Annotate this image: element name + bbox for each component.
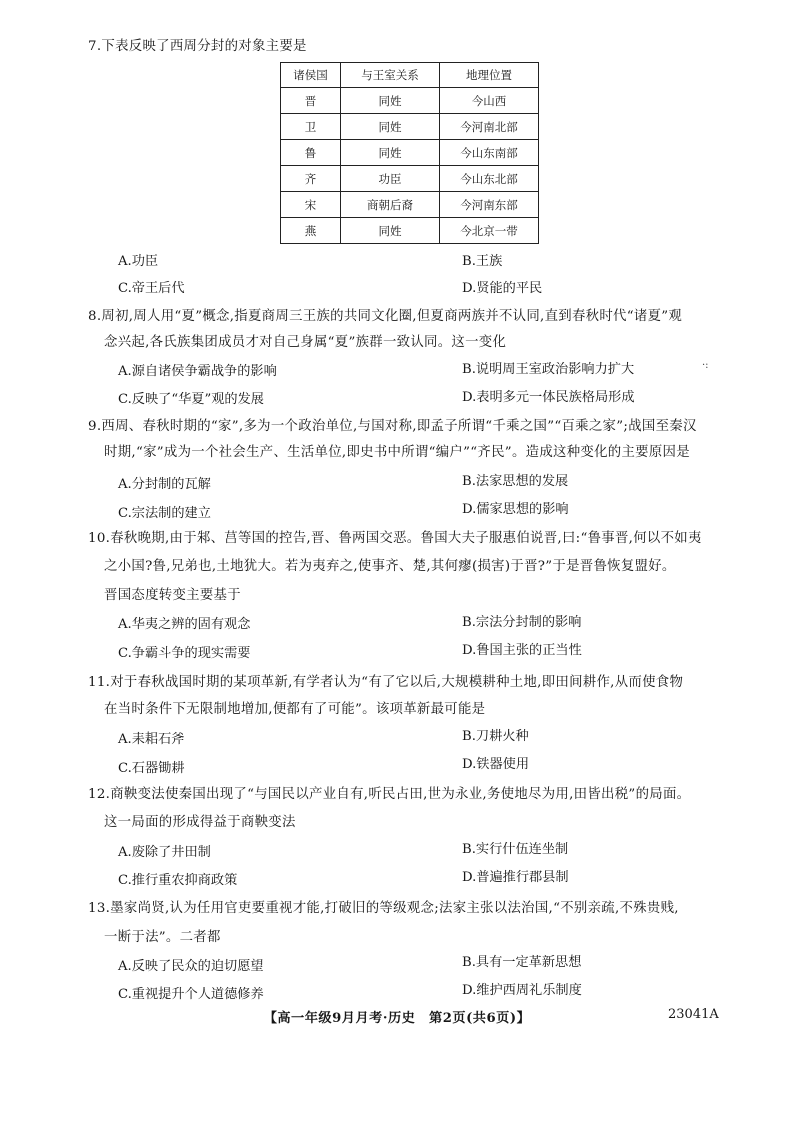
table-row (281, 192, 539, 218)
table-cell: 同姓 (341, 88, 440, 114)
q9-option-c: C.宗法制的建立 (118, 506, 211, 521)
q9-option-d: D.儒家思想的影响 (462, 502, 569, 517)
q11-option-d: D.铁器使用 (462, 757, 530, 772)
table-header-cell: 诸侯国 (281, 63, 341, 88)
q13-option-d: D.维护西周礼乐制度 (462, 983, 582, 998)
table-cell: 晋 (281, 88, 341, 114)
q7-option-c: C.帝王后代 (118, 281, 185, 296)
q8-option-c: C.反映了“华夏”观的发展 (118, 392, 264, 407)
q7-option-a: A.功臣 (118, 254, 159, 269)
question-11-stem-line-2: 在当时条件下无限制地增加,便都有了可能”。该项革新最可能是 (104, 702, 486, 717)
question-9-stem-line-1: 9.西周、春秋时期的“家”,多为一个政治单位,与国对称,即孟子所谓“千乘之国”“百乘之家”;战国至秦汉 (88, 419, 697, 434)
q11-option-a: A.耒耜石斧 (118, 732, 185, 747)
table-cell: 同姓 (341, 114, 440, 140)
table-cell: 卫 (281, 114, 341, 140)
q13-option-c: C.重视提升个人道德修养 (118, 987, 264, 1002)
question-9-stem-line-2: 时期,“家”成为一个社会生产、生活单位,即史书中所谓“编户”“齐民”。造成这种变化的主要原因是 (104, 445, 690, 460)
table-row (281, 114, 539, 140)
q9-option-a: A.分封制的瓦解 (118, 477, 211, 492)
question-12-stem-line-2: 这一局面的形成得益于商鞅变法 (104, 815, 296, 830)
q9-option-b: B.法家思想的发展 (462, 474, 569, 489)
q10-option-d: D.鲁国主张的正当性 (462, 643, 582, 658)
question-10-stem-line-1: 10.春秋晚期,由于邾、莒等国的控告,晋、鲁两国交恶。鲁国大夫子服惠伯说晋,曰:“鲁事晋,何以不如夷 (88, 531, 702, 546)
question-10-stem-line-2: 之小国?鲁,兄弟也,土地犹大。若为夷弃之,使事齐、楚,其何瘳(损害)于晋?”于是晋鲁恢复盟好。 (104, 559, 676, 574)
question-7-stem: 7.下表反映了西周分封的对象主要是 (88, 39, 307, 54)
table-cell: 今山西 (440, 88, 539, 114)
q12-option-b: B.实行什伍连坐制 (462, 842, 569, 857)
vassal-states-table (280, 62, 539, 244)
table-header-cell: 地理位置 (440, 63, 539, 88)
q10-option-c: C.争霸斗争的现实需要 (118, 646, 251, 661)
q13-option-b: B.具有一定革新思想 (462, 955, 582, 970)
question-11-stem-line-1: 11.对于春秋战国时期的某项革新,有学者认为“有了它以后,大规模耕种土地,即田间耕作,从而使食物 (88, 675, 684, 690)
table-header-row (281, 63, 539, 88)
question-8-stem-line-1: 8.周初,周人用“夏”概念,指夏商周三王族的共同文化圈,但夏商两族并不认同,直到春秋时代“诸夏”观 (88, 309, 683, 324)
table-cell: 功臣 (341, 166, 440, 192)
q7-option-d: D.贤能的平民 (462, 281, 543, 296)
q11-option-b: B.刀耕火种 (462, 729, 529, 744)
table-cell: 今山东北部 (440, 166, 539, 192)
q10-option-b: B.宗法分封制的影响 (462, 615, 582, 630)
q8-option-b: B.说明周王室政治影响力扩大 (462, 362, 635, 377)
question-10-stem-line-3: 晋国态度转变主要基于 (104, 588, 241, 603)
q13-option-a: A.反映了民众的迫切愿望 (118, 959, 264, 974)
table-cell: 今北京一带 (440, 218, 539, 244)
table-cell: 商朝后裔 (341, 192, 440, 218)
q7-option-b: B.王族 (462, 254, 503, 269)
question-8-stem-line-2: 念兴起,各氏族集团成员才对自己身属“夏”族群一致认同。这一变化 (104, 335, 507, 350)
q8-option-d: D.表明多元一体民族格局形成 (462, 390, 635, 405)
table-cell: 同姓 (341, 140, 440, 166)
table-row (281, 88, 539, 114)
question-13-stem-line-1: 13.墨家尚贤,认为任用官吏要重视才能,打破旧的等级观念;法家主张以法治国,“不别亲疏,不殊贵贱, (88, 901, 679, 916)
table-cell: 今山东南部 (440, 140, 539, 166)
table-cell: 鲁 (281, 140, 341, 166)
table-cell: 齐 (281, 166, 341, 192)
page-footer: 【高一年级9月月考·历史 第2页(共6页)】 (263, 1011, 531, 1026)
q8-option-a: A.源自诸侯争霸战争的影响 (118, 364, 277, 379)
scan-speck-mark: ·: (702, 360, 709, 371)
q12-option-d: D.普遍推行郡县制 (462, 870, 569, 885)
exam-code: 23041A (668, 1007, 719, 1022)
table-row (281, 218, 539, 244)
table-cell: 宋 (281, 192, 341, 218)
q12-option-a: A.废除了井田制 (118, 845, 211, 860)
table-cell: 同姓 (341, 218, 440, 244)
table-header-cell: 与王室关系 (341, 63, 440, 88)
question-13-stem-line-2: 一断于法”。二者都 (104, 930, 221, 945)
table-row (281, 166, 539, 192)
table-row (281, 140, 539, 166)
table-cell: 燕 (281, 218, 341, 244)
q11-option-c: C.石器锄耕 (118, 761, 185, 776)
table-cell: 今河南东部 (440, 192, 539, 218)
q10-option-a: A.华夷之辨的固有观念 (118, 617, 251, 632)
table-cell: 今河南北部 (440, 114, 539, 140)
question-12-stem-line-1: 12.商鞅变法使秦国出现了“与国民以产业自有,听民占田,世为永业,务使地尽为用,田皆出税”的局面。 (88, 787, 691, 802)
q12-option-c: C.推行重农抑商政策 (118, 873, 238, 888)
